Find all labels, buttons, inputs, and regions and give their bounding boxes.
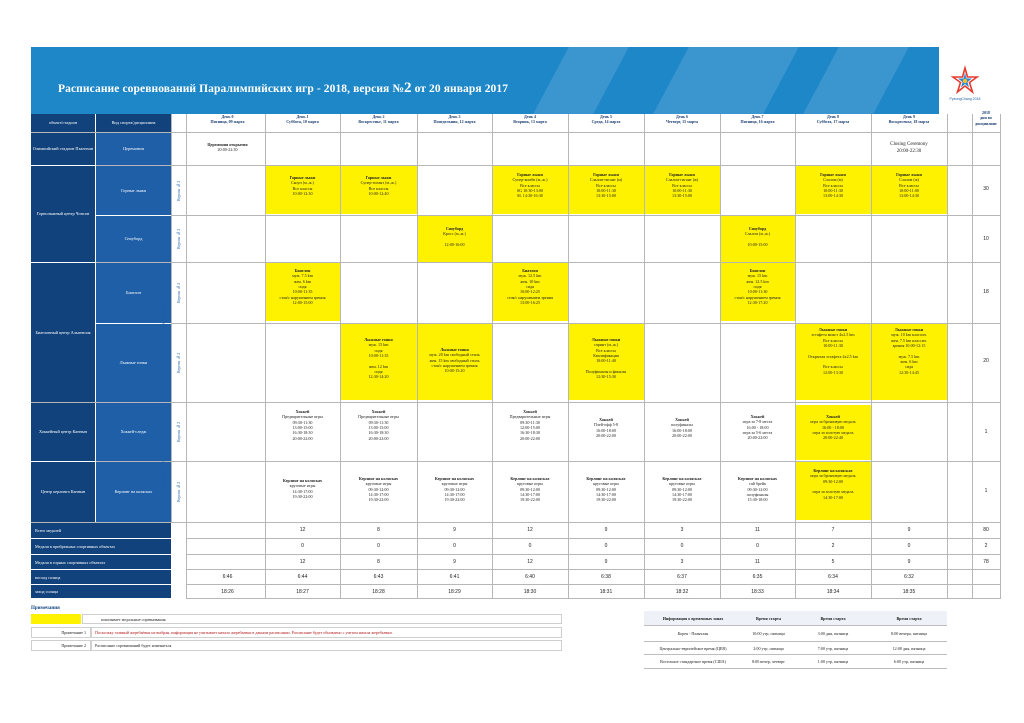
summary-cell: 9	[604, 527, 608, 533]
header-total: 2018 дни во дисциплине	[975, 110, 997, 126]
summary-cell: 2	[831, 543, 835, 549]
timezone-cell: 8:00 вечер, четверг	[742, 655, 795, 669]
event-hockey-d7: Хоккей игра за 7-8 места 16:00 - 18:00 игра за 5-6 места 20:00-22:00	[742, 414, 773, 441]
summary-cell: 8	[377, 559, 380, 565]
summary-cell: 9	[907, 559, 911, 565]
venue-curling-centre: Центр керлинга Каннын	[31, 462, 95, 522]
timezone-cell: 6:00 утр, пятница	[871, 655, 947, 669]
sport-ceremony: Церемонии	[96, 133, 171, 165]
event-xc-d3: Лыжные гонки муж. 20 km свободный стиль жен. 15 km свободный стиль стоя/с нарушением зрения 10:00-15:20	[429, 347, 480, 374]
event-hockey-d2: Хоккей Предварительные игры 09:30-11:30 13:00-15:00 16:30-18:30 20:00-22:00	[358, 409, 399, 441]
timezone-cell: Корея - Пханчхан	[644, 626, 742, 642]
venue-olympic-stadium: Олимпийский стадион Пханчхан	[31, 133, 95, 165]
total-alpine: 30	[983, 186, 989, 192]
timezone-cell: 3:00 дня, пятница	[795, 626, 871, 642]
event-hockey-d6: Хоккей полуфиналы 16:00-18:00 20:00-22:00	[671, 417, 693, 438]
header-day-8: День 8 Суббота, 17 марта	[816, 114, 850, 125]
timezone-header: Информация о временных зонах	[644, 611, 742, 626]
event-alpine-d6: Горные лыжи Слалом-гигант (ж) Все классы 10:00-11:30 13:30-15:00	[665, 172, 699, 199]
event-biathlon-d4: Биатлон муж. 12.5 km жен. 10 km сидя 10:00-12:25 стоя/с нарушением зрения 13:00-16:25	[507, 268, 553, 305]
version-label: Версия №2	[176, 228, 181, 250]
summary-cell: 0	[377, 543, 380, 549]
cluster-mountain: Горный кластер Пханчхан	[160, 286, 166, 332]
timezone-cell: 2:00 утр, пятница	[742, 642, 795, 655]
summary-cell: 8	[377, 527, 380, 533]
timezone-cell: 1:00 утр, пятница	[795, 655, 871, 669]
timezone-cell: 10:00 утр, пятница	[742, 626, 795, 642]
event-alpine-d5: Горные лыжи Слалом-гигант (м) Все классы 10:00-11:30 13:30-15:00	[589, 172, 623, 199]
summary-cell: 0	[907, 543, 911, 549]
timezone-header: Время старта	[742, 611, 795, 626]
note-1-text: Поскольку главный жеребьёвки не выбран, информация не учитывает начало жеребьевки в данном расписании. Расписание будет обновлено с учетом начала жеребьевки.	[91, 627, 562, 638]
event-curling-d4: Керлинг на колясках круговые игры 09:30-12:00 14:30-17:00 19:30-22:00	[510, 476, 550, 503]
timezone-cell: Восточное стандартное время (США)	[644, 655, 742, 669]
event-curling-d6: Керлинг на колясках круговые игры 09:30-12:00 14:30-17:00 19:30-22:00	[662, 476, 702, 503]
version-label: Версия №2	[176, 180, 181, 201]
summary-cell: 18:33	[751, 589, 764, 595]
header-object: объект/стадион	[31, 114, 95, 132]
timezone-cell: Центрально-европейское время (ЦЕВ)	[644, 642, 742, 655]
summary-cell: 0	[680, 543, 684, 549]
header-day-6: День 6 Четверг, 15 марта	[665, 114, 699, 125]
event-hockey-d4: Хоккей Предварительные игры 09:30-11:30 12:00-15:00 16:30-18:30 20:00-22:00	[509, 409, 551, 441]
summary-cell: 6:38	[601, 574, 611, 580]
summary-cell: 6:34	[828, 574, 838, 580]
header-day-0: День 0 Пятница, 09 марта	[210, 114, 245, 125]
notes-title: Примечания	[31, 606, 60, 611]
event-curling-d5: Керлинг на колясках круговые игры 09:30-12:00 14:30-17:00 19:30-22:00	[586, 476, 626, 503]
header-day-1: День 1 Суббота, 10 марта	[286, 114, 319, 125]
summary-cell: 11	[754, 559, 761, 565]
total-curling: 1	[984, 488, 988, 494]
summary-total: 2	[984, 543, 988, 549]
total-hockey: 1	[984, 429, 988, 435]
header-day-9: День 9 Воскресенье, 18 марта	[888, 114, 930, 125]
event-curling-d3: Керлинг на колясках круговые игры 09:30-12:00 14:30-17:00 19:30-22:00	[434, 476, 475, 503]
legend-text: показывает медальные соревнования	[82, 614, 562, 624]
event-curling-d1: Керлинг на колясках круговые игры 14:30-17:00 19:30-22:00	[282, 478, 323, 499]
header-day-4: День 4 Вторник, 13 марта	[513, 114, 547, 125]
event-curling-d7: Керлинг на колясках тай брейк 09:30-12:00 полуфиналы 15:30-18:00	[737, 476, 778, 503]
sport-alpine: Горные лыжи	[96, 166, 171, 215]
event-closing-ceremony: Closing Ceremony 20:00-22:30	[890, 142, 928, 154]
sport-wheelchair-curling: Керлинг на колясках	[96, 462, 171, 522]
summary-cell: 18:30	[523, 589, 537, 595]
venue-jeongseon: Горнолыжный центр Чонсон	[31, 166, 95, 262]
event-hockey-d1: Хоккей Предварительные игры 09:30-11:30 13:00-15:00 16:30-18:30 20:00-22:00	[282, 409, 323, 441]
event-xc-d9: Лыжные гонки муж. 10 km классич. жен. 7.5 km классич. зрения 10:00-12:15 муж. 7.5 km жен. 6 km сидя 12:30-14:45	[891, 327, 927, 375]
summary-cell: 9	[604, 559, 608, 565]
summary-cell: 6:46	[222, 574, 233, 580]
total-snowboard: 10	[983, 236, 989, 242]
summary-cell: 7	[831, 527, 835, 533]
summary-cell: 18:29	[448, 589, 461, 595]
timezone-cell: 7:00 утр, пятница	[795, 642, 871, 655]
event-snowboard-d3: Сноуборд Кросс (м.,ж.) 12:00-16:00	[443, 226, 466, 247]
event-xc-d5: Лыжные гонки спринт (м.,ж.) Все классы Квалификация 10:00-11:40 Полуфиналы и финалы 12:30-15:30	[585, 337, 627, 380]
summary-total: 78	[983, 559, 989, 565]
event-opening-ceremony: Церемония открытия 20:00-22:30	[207, 142, 248, 153]
event-alpine-d1: Горные лыжи Скоуп (м.,ж.) Все классы 10:00-12:30	[289, 175, 316, 196]
sport-cross-country: Лыжные гонки	[96, 324, 171, 402]
header-sport: Вид спорта/дисциплина	[96, 114, 171, 132]
event-hockey-d5: Хоккей Плей-офф 5-8 16:00-18:00 20:00-22:00	[593, 417, 619, 438]
venue-hockey-centre: Хоккейный центр Каннын	[31, 403, 95, 461]
version-label: Версия №2	[176, 421, 181, 443]
summary-cell: 0	[528, 543, 532, 549]
summary-row-label: заход солнца	[31, 585, 171, 598]
timezone-header: Время старта	[795, 611, 871, 626]
event-hockey-d8: Хоккей игра за бронзовую медаль 16:00 - 18:00 игра за золотую медаль 20:00-22:40	[810, 414, 856, 441]
summary-cell: 12	[527, 559, 533, 565]
sport-biathlon: Биатлон	[96, 263, 171, 323]
summary-cell: 0	[604, 543, 608, 549]
summary-cell: 6:44	[297, 574, 308, 580]
event-alpine-d8: Горные лыжи Слалом (м) Все классы 10:00-11:30 13:00-14:30	[820, 172, 846, 199]
summary-cell: 12	[527, 527, 533, 533]
event-biathlon-d1: Биатлон муж. 7.5 km жен. 6 km сидя 10:00-11:35 стоя/с нарушением зрения 12:00-15:00	[279, 268, 326, 305]
summary-cell: 18:28	[372, 589, 385, 595]
summary-cell: 6:32	[904, 574, 914, 580]
summary-cell: 5	[831, 559, 835, 565]
summary-cell: 6:43	[373, 574, 384, 580]
sport-sledge-hockey: Хоккей-следж	[96, 403, 171, 461]
event-alpine-d9: Горные лыжи Слалом (ж) Все классы 10:00-11:00 13:00-14:30	[896, 172, 922, 199]
summary-cell: 0	[453, 543, 456, 549]
summary-row-label: Всего медалей	[31, 523, 171, 538]
summary-row-label: восход солнца	[31, 570, 171, 584]
header-day-5: День 5 Среда, 14 марта	[591, 114, 621, 125]
summary-cell: 18:34	[826, 589, 840, 595]
event-xc-d2: Лыжные гонки муж. 15 km сидя 10:00-11:35 жен. 12 km сидя 12:30-14:20	[364, 337, 393, 380]
total-xc: 20	[983, 358, 989, 364]
summary-cell: 18:32	[675, 589, 689, 595]
timezone-cell: 8:00 вечера, пятница	[871, 626, 947, 642]
summary-total: 80	[983, 527, 989, 533]
summary-cell: 3	[680, 527, 684, 533]
logo-text: PyeongChang 2018	[949, 97, 981, 101]
summary-cell: 18:27	[296, 589, 309, 595]
timezone-header: Время старта	[871, 611, 947, 626]
version-label: Версия №2	[176, 481, 181, 503]
pyeongchang-logo-icon	[947, 64, 983, 100]
event-alpine-d4: Горные лыжи Супер-комби (м.,ж.) Все классы SG 10:30-13:00 SL 14:30-16:30	[512, 172, 548, 199]
summary-cell: 0	[301, 543, 304, 549]
summary-cell: 6:35	[752, 574, 763, 580]
page-title: Расписание соревнований Паралимпийских игр - 2018, версия №2 от 20 января 2017	[58, 80, 509, 96]
note-2-text: Расписание соревнований будет изменяться	[91, 640, 562, 651]
event-xc-d8: Лыжные гонки эстафета микст 4x2.5 km Все классы 10:00-11:30 Открытая эстафета 4x2.5 km Все классы 12:00-13:30	[808, 327, 858, 375]
note-1-label: Примечание 1	[31, 627, 91, 638]
header-day-7: День 7 Пятница, 16 марта	[740, 114, 775, 125]
summary-cell: 6:37	[677, 574, 687, 580]
cluster-coastal: Прибрежный кластер Каннын	[160, 436, 166, 489]
summary-cell: 6:41	[449, 574, 460, 580]
version-label: Версия №2	[176, 352, 181, 374]
event-curling-d2: Керлинг на колясках круговые игры 09:30-12:00 14:30-17:00 19:30-22:00	[358, 476, 399, 503]
summary-row-label: Медали в горных спортивных объектах	[31, 555, 171, 569]
event-curling-d8: Керлинг на колясках игра за бронзовую медаль 09:30-12:00 игра за золотую медаль 14:30-17:00	[810, 468, 856, 500]
summary-row-label: Медали в прибрежных спортивных объектах	[31, 539, 171, 554]
summary-cell: 6:40	[525, 574, 535, 580]
sport-snowboard: Сноуборд	[96, 216, 171, 262]
summary-cell: 11	[754, 527, 761, 533]
version-label: Версия №2	[176, 282, 181, 304]
summary-cell: 9	[453, 527, 456, 533]
venue-alpensia: Биатлонный центр Альпенсия	[31, 263, 95, 402]
summary-cell: 0	[756, 543, 759, 549]
header-day-3: День 3 Понедельник, 12 марта	[433, 114, 476, 125]
summary-cell: 18:26	[221, 589, 234, 595]
event-alpine-d2: Горные лыжи Супер-гигант (м.,ж.) Все классы 10:00-12:40	[360, 175, 397, 196]
timezone-cell: 12:00 дня, пятница	[871, 642, 947, 655]
legend-swatch	[31, 614, 81, 624]
header-day-2: День 2 Воскресенье, 11 марта	[358, 114, 399, 125]
total-biathlon: 18	[983, 289, 989, 295]
summary-cell: 12	[299, 527, 306, 533]
event-snowboard-d7: Сноуборд Слалом (м.,ж.) 10:00-15:00	[744, 226, 771, 247]
summary-cell: 12	[299, 559, 306, 565]
summary-cell: 9	[453, 559, 456, 565]
note-2-label: Примечание 2	[31, 640, 91, 651]
summary-cell: 18:35	[902, 589, 916, 595]
event-biathlon-d7: Биатлон муж. 15 km жен. 12.5 km сидя 10:00-11:30 стоя/с нарушением зрения 12:30-17:20	[734, 268, 781, 305]
summary-cell: 9	[907, 527, 911, 533]
summary-cell: 18:31	[599, 589, 613, 595]
summary-cell: 3	[680, 559, 684, 565]
